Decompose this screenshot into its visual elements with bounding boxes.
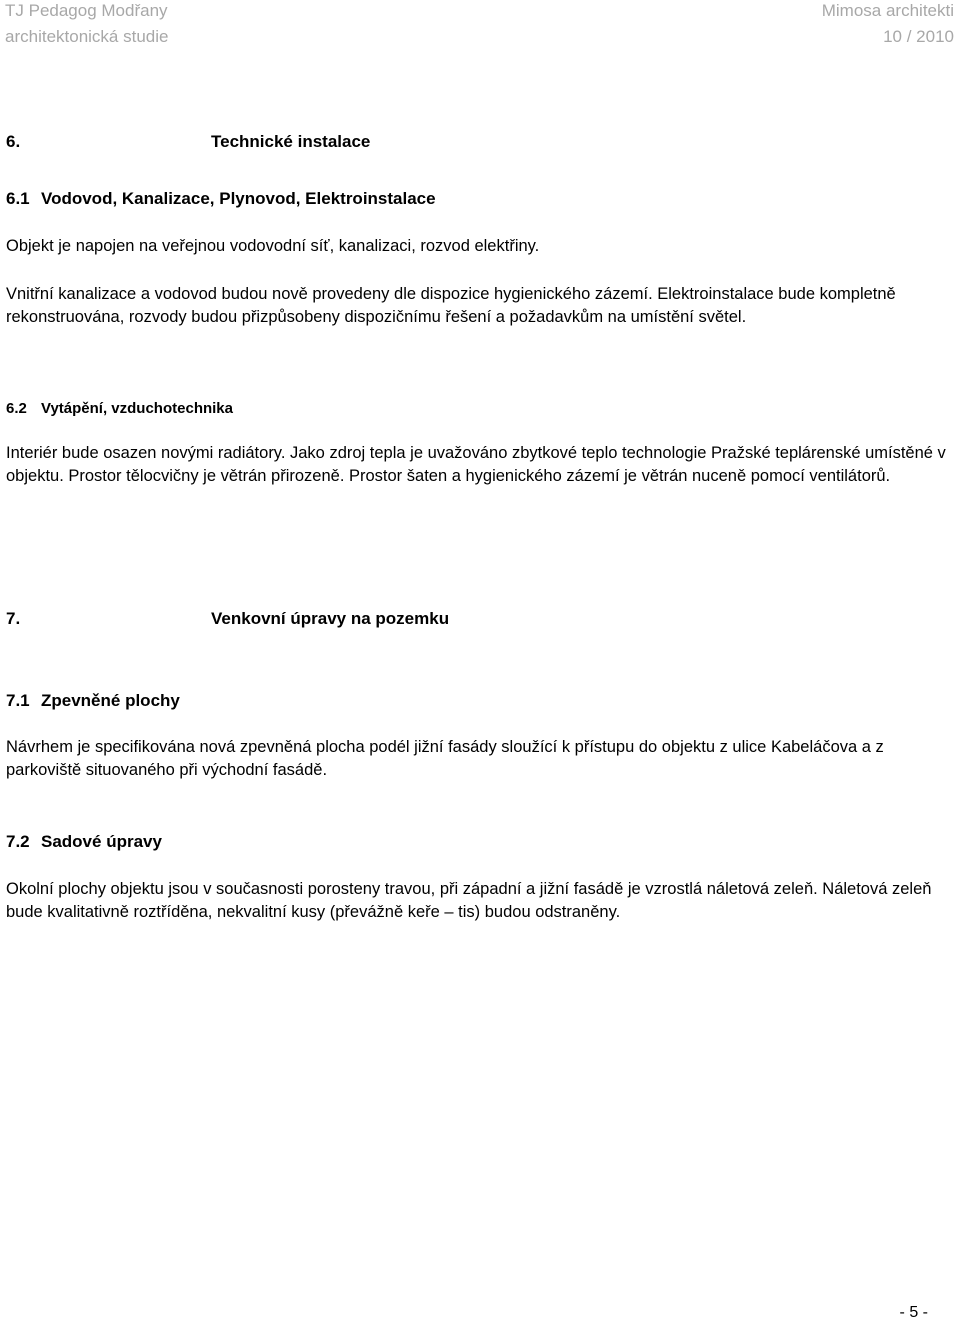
subsection-number: 7.1 [6, 691, 30, 710]
section-7-heading [6, 607, 951, 630]
subsection-title: Vodovod, Kanalizace, Plynovod, Elektroinstalace [41, 189, 436, 208]
paragraph: Okolní plochy objektu jsou v současnosti porosteny travou, při západní a jižní fasádě je vzrostlá náletová zeleň. Náletová zeleň bude kvalitativně roztříděna, nekvalitní kusy (převážně keře – tis) budou odstraněny. [6, 880, 932, 921]
subsection-number: 6.2 [6, 400, 27, 417]
paragraph: Interiér bude osazen novými radiátory. Jako zdroj tepla je uvažováno zbytkové teplo technologie Pražské teplárenské umístěné v objektu. Prostor tělocvičny je větrán přirozeně. Prostor šaten a hygienického zázemí je větrán nuceně pomocí ventilátorů. [6, 444, 946, 485]
subsection-number: 6.1 [6, 189, 30, 208]
section-number: 7. [6, 609, 21, 628]
section-title: Technické instalace [211, 132, 371, 151]
header-project-name: TJ Pedagog Modřany [5, 1, 168, 20]
subsection-number: 7.2 [6, 832, 30, 851]
section-7-2-heading [6, 830, 951, 853]
header-date: 10 / 2010 [883, 27, 954, 46]
section-7-1-heading [6, 689, 951, 712]
subsection-title: Vytápění, vzduchotechnika [41, 400, 233, 417]
paragraph: Vnitřní kanalizace a vodovod budou nově provedeny dle dispozice hygienického zázemí. Elektroinstalace bude kompletně rekonstruována, rozvody budou přizpůsobeny dispozičnímu řešení a požadavkům na umístění světel. [6, 285, 896, 326]
section-number: 6. [6, 132, 21, 151]
header-document-type: architektonická studie [5, 27, 169, 46]
section-6-2-heading [6, 397, 951, 420]
subsection-title: Sadové úpravy [41, 832, 162, 851]
header-author: Mimosa architekti [821, 1, 954, 20]
paragraph: Návrhem je specifikována nová zpevněná plocha podél jižní fasády sloužící k přístupu do objektu z ulice Kabeláčova a z parkoviště situovaného při východní fasádě. [6, 738, 884, 779]
section-6-heading [6, 130, 951, 153]
subsection-title: Zpevněné plochy [41, 691, 180, 710]
paragraph: Objekt je napojen na veřejnou vodovodní síť, kanalizaci, rozvod elektřiny. [6, 237, 540, 255]
page-number: - 5 - [899, 1304, 928, 1321]
section-6-1-heading [6, 187, 951, 210]
section-title: Venkovní úpravy na pozemku [211, 609, 450, 628]
